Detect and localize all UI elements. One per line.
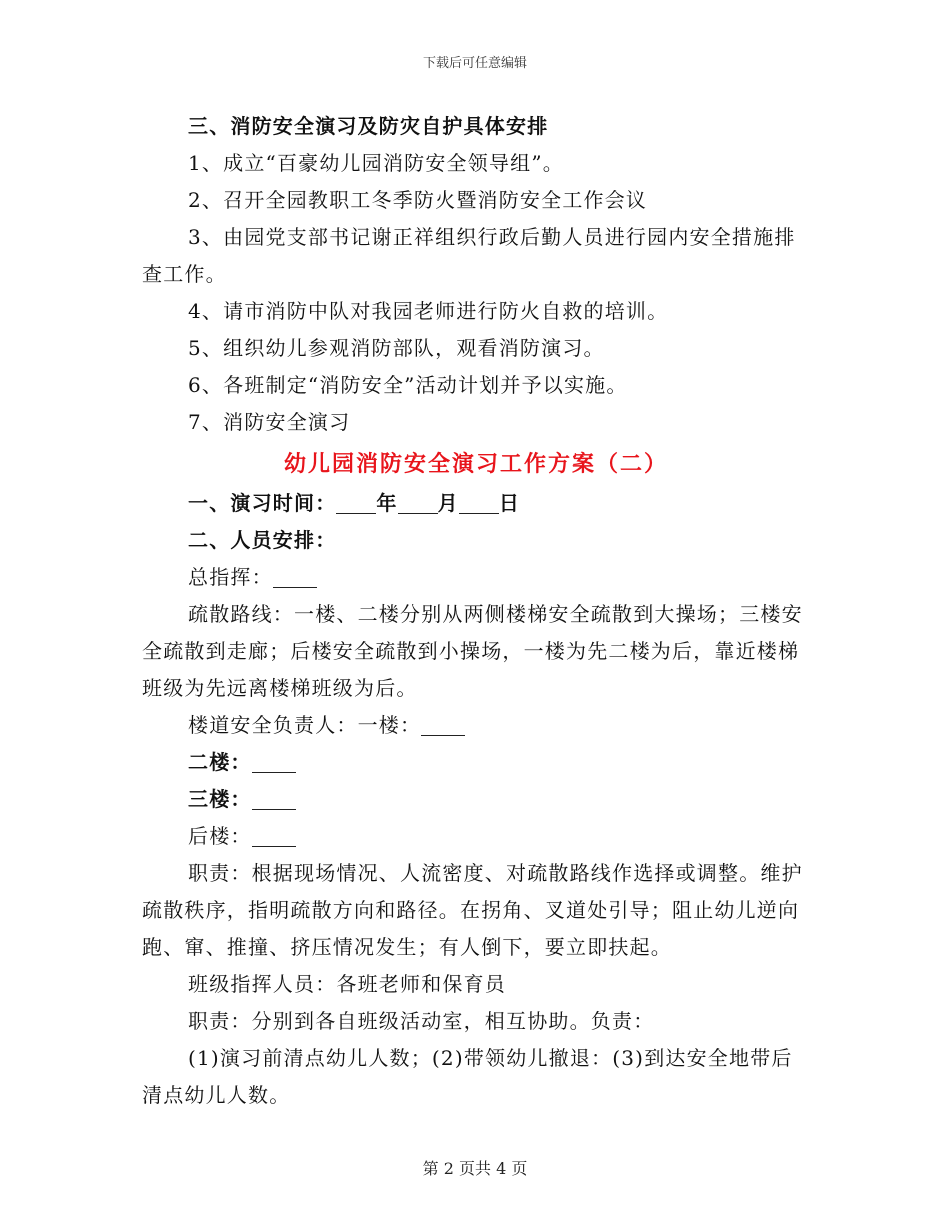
drill-time-label: 一、演习时间： bbox=[188, 491, 337, 515]
section3-heading: 三、消防安全演习及防灾自护具体安排 bbox=[188, 114, 549, 138]
duty-paragraph-1: 职责：根据现场情况、人流密度、对疏散路线作选择或调整。维护疏散秩序，指明疏散方向和路径。在拐角、叉道处引导；阻止幼儿逆向跑、窜、推撞、挤压情况发生；有人倒下，要立即扶起。 bbox=[142, 861, 803, 959]
evacuation-route: 疏散路线：一楼、二楼分别从两侧楼梯安全疏散到大操场；三楼安全疏散到走廊；后楼安全疏散到小操场，一楼为先二楼为后，靠近楼梯班级为先远离楼梯班级为后。 bbox=[142, 602, 803, 700]
duty2-items: (1)演习前清点幼儿人数；(2)带领幼儿撤退：(3)到达安全地带后清点幼儿人数。 bbox=[142, 1046, 793, 1107]
month-blank bbox=[398, 491, 438, 514]
floor1-blank bbox=[421, 713, 465, 736]
document-body bbox=[142, 108, 810, 1114]
back-building-label: 后楼： bbox=[188, 824, 252, 848]
plan2-title: 幼儿园消防安全演习工作方案（二） bbox=[283, 451, 668, 477]
class-commanders: 班级指挥人员：各班老师和保育员 bbox=[188, 972, 506, 996]
drill-time-line bbox=[142, 485, 810, 522]
day-blank bbox=[459, 491, 499, 514]
page-footer: 第 2 页共 4 页 bbox=[422, 1159, 528, 1178]
commander-line bbox=[142, 559, 810, 596]
section3-item-7: 7、消防安全演习 bbox=[188, 410, 351, 434]
back-building-line bbox=[142, 818, 810, 855]
section3-item-4: 4、请市消防中队对我园老师进行防火自救的培训。 bbox=[188, 299, 669, 323]
floor3-label: 三楼： bbox=[188, 787, 252, 811]
section3-item-1: 1、成立“百豪幼儿园消防安全领导组”。 bbox=[188, 151, 564, 175]
floor2-line bbox=[142, 744, 810, 781]
section3-item-6: 6、各班制定“消防安全”活动计划并予以实施。 bbox=[188, 373, 628, 397]
back-building-blank bbox=[252, 824, 296, 847]
floor2-label: 二楼： bbox=[188, 750, 252, 774]
commander-label: 总指挥： bbox=[188, 565, 273, 589]
duty-paragraph-2: 职责：分别到各自班级活动室，相互协助。负责： bbox=[188, 1009, 655, 1033]
year-label: 年 bbox=[376, 491, 398, 515]
commander-blank bbox=[273, 565, 317, 588]
stair-safety-label: 楼道安全负责人：一楼： bbox=[188, 713, 422, 737]
section3-item-5: 5、组织幼儿参观消防部队，观看消防演习。 bbox=[188, 336, 605, 360]
day-label: 日 bbox=[498, 491, 521, 515]
section3-item-2: 2、召开全园教职工冬季防火暨消防安全工作会议 bbox=[188, 188, 648, 212]
floor3-blank bbox=[252, 787, 296, 810]
floor3-line bbox=[142, 781, 810, 818]
page-header: 下载后可任意编辑 bbox=[422, 56, 527, 71]
section3-item-3: 3、由园党支部书记谢正祥组织行政后勤人员进行园内安全措施排查工作。 bbox=[142, 225, 796, 286]
month-label: 月 bbox=[437, 491, 459, 515]
year-blank bbox=[336, 491, 376, 514]
stair-safety-line bbox=[142, 707, 810, 744]
staffing-heading: 二、人员安排： bbox=[188, 528, 337, 552]
floor2-blank bbox=[252, 750, 296, 773]
